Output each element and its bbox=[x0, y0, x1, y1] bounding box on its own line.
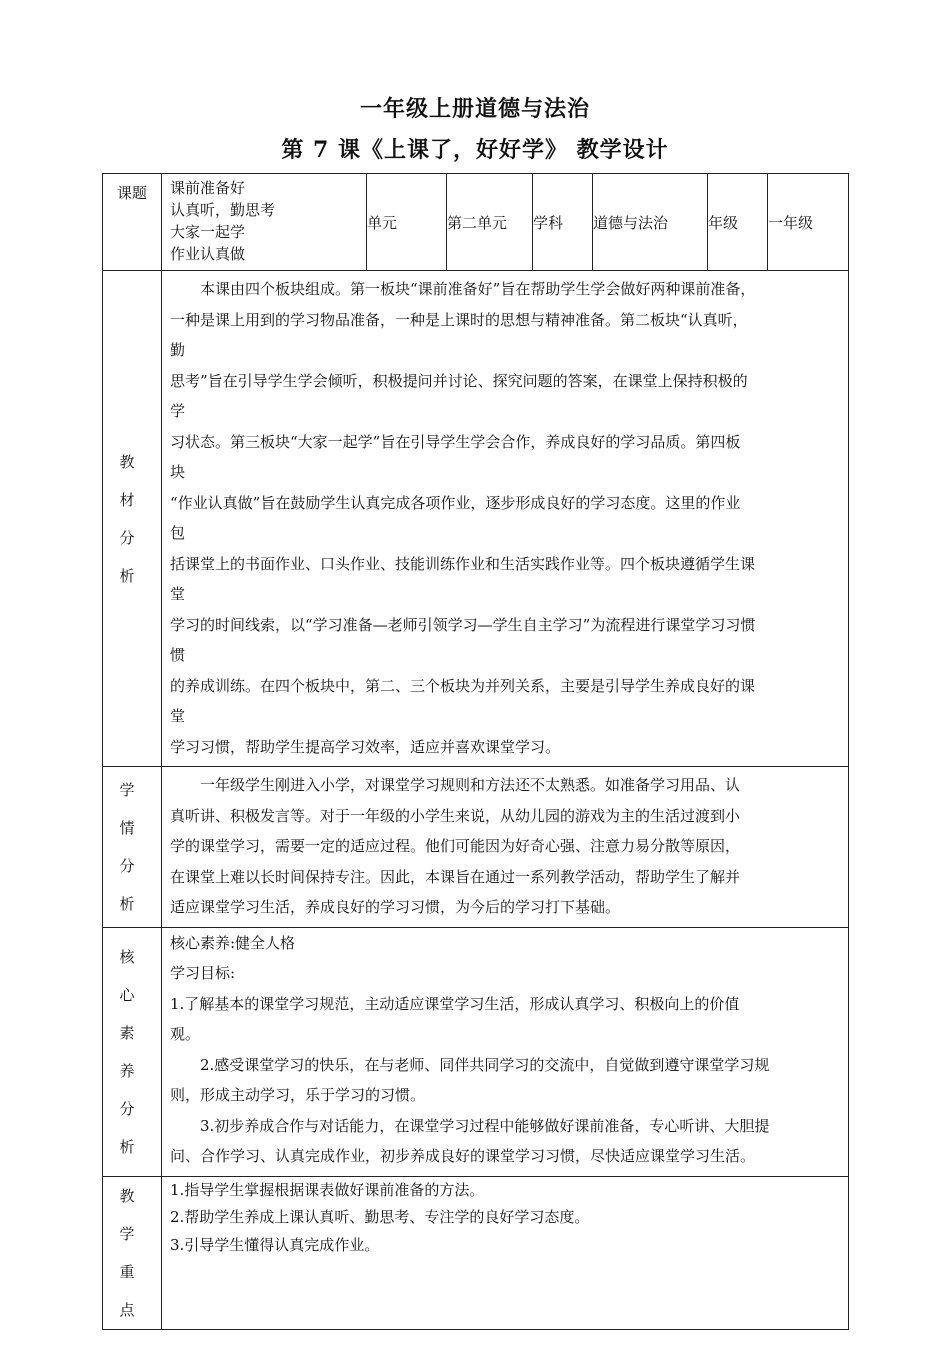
header-row bbox=[103, 174, 849, 271]
students-line: 真听讲、积极发言等。对于一年级的小学生来说，从幼儿园的游戏为主的生活过渡到小 bbox=[170, 806, 741, 825]
topic-item: 认真听，勤思考 bbox=[170, 201, 276, 219]
grade-label: 年级 bbox=[708, 174, 768, 271]
students-line: 学的课堂学习，需要一定的适应过程。他们可能因为好奇心强、注意力易分散等原因， bbox=[170, 837, 741, 855]
lesson-plan-table bbox=[102, 173, 849, 1330]
core-label-c: 分 析 bbox=[119, 1099, 145, 1156]
core-label-a: 核 心 bbox=[119, 947, 145, 1004]
material-line: 堂 bbox=[170, 585, 186, 603]
subject-value: 道德与法治 bbox=[593, 174, 708, 271]
material-line: 一种是课上用到的学习物品准备，一种是上课时的思想与精神准备。第二板块“认真听， bbox=[170, 310, 748, 329]
material-line: 勤 bbox=[170, 341, 186, 359]
material-line: 的养成训练。在四个板块中，第二、三个板块为并列关系，主要是引导学生养成良好的课 bbox=[170, 676, 756, 695]
core-line: 3.初步养成合作与对话能力，在课堂学习过程中能够做好课前准备，专心听讲、大胆提 bbox=[200, 1116, 770, 1135]
material-text bbox=[162, 271, 848, 766]
core-line: 观。 bbox=[170, 1025, 201, 1043]
students-content-cell bbox=[162, 767, 849, 928]
subject-label: 学科 bbox=[533, 174, 593, 271]
core-row bbox=[103, 927, 849, 1176]
material-label-a: 教 材 bbox=[119, 452, 145, 509]
students-label-a: 学 情 bbox=[119, 780, 145, 837]
focus-line: 1.指导学生掌握根据课表做好课前准备的方法。 bbox=[170, 1180, 485, 1199]
document-subtitle: 第 7 课《上课了，好好学》 教学设计 bbox=[281, 137, 669, 163]
students-label-b: 分 析 bbox=[119, 856, 145, 913]
focus-row bbox=[103, 1176, 849, 1329]
core-line: 问、合作学习、认真完成作业，初步养成良好的课堂学习习惯，尽快适应课堂学习生活。 bbox=[170, 1147, 756, 1165]
topic-item: 课前准备好 bbox=[170, 179, 246, 197]
material-line: “作业认真做”旨在鼓励学生认真完成各项作业，逐步形成良好的学习态度。这里的作业 bbox=[170, 493, 741, 512]
material-line: 块 bbox=[170, 463, 186, 481]
core-text bbox=[162, 928, 848, 1176]
core-line: 1.了解基本的课堂学习规范，主动适应课堂学习生活，形成认真学习、积极向上的价值 bbox=[170, 994, 740, 1013]
core-label-b: 素 养 bbox=[119, 1023, 145, 1080]
document-title: 一年级上册道德与法治 bbox=[359, 96, 590, 122]
material-content-cell bbox=[162, 271, 849, 767]
focus-label-b: 重 点 bbox=[119, 1262, 145, 1319]
material-line: 习状态。第三板块“大家一起学”旨在引导学生学会合作，养成良好的学习品质。第四板 bbox=[170, 432, 741, 451]
topic-item: 大家一起学 bbox=[170, 223, 246, 241]
focus-text bbox=[162, 1177, 848, 1264]
material-label-b: 分 析 bbox=[119, 528, 145, 585]
students-line: 适应课堂学习生活，养成良好的学习习惯，为今后的学习打下基础。 bbox=[170, 898, 621, 916]
students-row bbox=[103, 767, 849, 928]
topic-list-cell bbox=[162, 174, 367, 271]
material-line: 堂 bbox=[170, 707, 186, 725]
grade-value: 一年级 bbox=[768, 174, 849, 271]
material-line: 学习习惯，帮助学生提高学习效率，适应并喜欢课堂学习。 bbox=[170, 737, 561, 756]
students-line: 一年级学生刚进入小学，对课堂学习规则和方法还不太熟悉。如准备学习用品、认 bbox=[200, 776, 741, 794]
topic-label: 课题 bbox=[116, 184, 147, 202]
material-line: 惯 bbox=[170, 646, 186, 664]
topic-label-cell bbox=[103, 174, 162, 271]
material-line: 学习的时间线索，以“学习准备—老师引领学习—学生自主学习”为流程进行课堂学习习惯 bbox=[170, 615, 756, 634]
material-line: 本课由四个板块组成。第一板块“课前准备好”旨在帮助学生学会做好两种课前准备， bbox=[200, 280, 756, 298]
core-line: 则，形成主动学习，乐于学习的习惯。 bbox=[170, 1086, 426, 1104]
material-label-cell bbox=[103, 271, 162, 767]
material-line: 学 bbox=[170, 402, 186, 420]
students-label-cell bbox=[103, 767, 162, 928]
material-row bbox=[103, 271, 849, 767]
core-label-cell bbox=[103, 927, 162, 1176]
focus-label-cell bbox=[103, 1176, 162, 1329]
core-content-cell bbox=[162, 927, 849, 1176]
unit-value: 第二单元 bbox=[447, 174, 533, 271]
focus-label-a: 教 学 bbox=[119, 1186, 145, 1243]
core-line: 核心素养:健全人格 bbox=[170, 933, 296, 952]
unit-label: 单元 bbox=[367, 174, 447, 271]
core-line: 学习目标: bbox=[170, 964, 236, 982]
topic-list bbox=[162, 174, 366, 269]
material-line: 包 bbox=[170, 524, 186, 542]
focus-content-cell bbox=[162, 1176, 849, 1329]
material-line: 思考”旨在引导学生学会倾听，积极提问并讨论、探究问题的答案，在课堂上保持积极的 bbox=[170, 371, 748, 390]
focus-line: 2.帮助学生养成上课认真听、勤思考、专注学的良好学习态度。 bbox=[170, 1208, 590, 1226]
material-line: 括课堂上的书面作业、口头作业、技能训练作业和生活实践作业等。四个板块遵循学生课 bbox=[170, 554, 756, 573]
students-text bbox=[162, 767, 848, 927]
topic-item: 作业认真做 bbox=[170, 245, 246, 263]
focus-line: 3.引导学生懂得认真完成作业。 bbox=[170, 1235, 380, 1254]
core-line: 2.感受课堂学习的快乐，在与老师、同伴共同学习的交流中，自觉做到遵守课堂学习规 bbox=[200, 1055, 770, 1074]
students-line: 在课堂上难以长时间保持专注。因此，本课旨在通过一系列教学活动，帮助学生了解并 bbox=[170, 867, 741, 886]
